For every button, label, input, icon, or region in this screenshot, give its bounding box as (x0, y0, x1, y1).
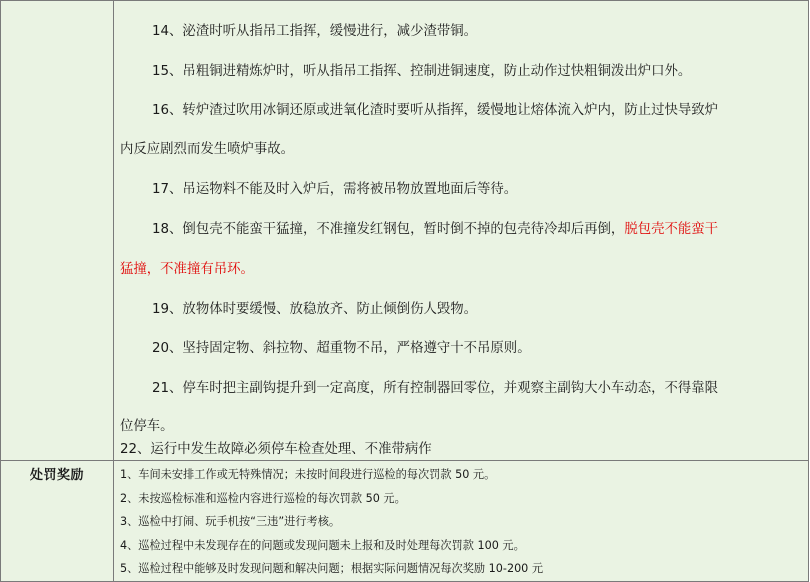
rewards-label-cell (1, 461, 114, 582)
rule-item-16-line1: 16、转炉渣过吹用冰铜还原或进氧化渣时要听从指挥，缓慢地让熔体流入炉内，防止过快导致炉 (152, 103, 719, 118)
rule-item-19: 19、放物体时要缓慢、放稳放齐、防止倾倒伤人毁物。 (152, 302, 478, 317)
rule-item-18-highlight: 脱包壳不能蛮干 (624, 222, 719, 237)
reward-item: 4、巡检过程中未发现存在的问题或发现问题未上报和及时处理每次罚款 100 元。 (120, 538, 525, 552)
rewards-content-cell (114, 461, 809, 582)
reward-item: 1、车间未安排工作或无特殊情况；未按时间段进行巡检的每次罚款 50 元。 (120, 468, 496, 481)
rule-item-16-line2: 内反应剧烈而发生喷炉事故。 (120, 142, 295, 157)
reward-item: 5、巡检过程中能够及时发现问题和解决问题；根据实际问题情况每次奖励 10-200 元 (120, 562, 544, 576)
section-label-rewards: 处罚奖励 (29, 468, 84, 483)
rule-item-17: 17、吊运物料不能及时入炉后，需将被吊物放置地面后等待。 (152, 182, 518, 197)
rules-list (114, 1, 808, 460)
rule-item-18-text: 18、倒包壳不能蛮干猛撞，不准撞发红钢包，暂时倒不掉的包壳待冷却后再倒， (152, 222, 625, 237)
rule-item-20: 20、坚持固定物、斜拉物、超重物不吊，严格遵守十不吊原则。 (152, 341, 531, 356)
rules-label-cell (1, 1, 114, 461)
rule-item-14: 14、泌渣时听从指吊工指挥，缓慢进行，减少渣带铜。 (152, 24, 478, 39)
rule-item-21-line1: 21、停车时把主副钩提升到一定高度，所有控制器回零位，并观察主副钩大小车动态，不得靠限 (152, 381, 719, 396)
rule-item-22: 22、运行中发生故障必须停车检查处理、不准带病作 (120, 442, 432, 457)
rule-item-15: 15、吊粗铜进精炼炉时，听从指吊工指挥、控制进铜速度，防止动作过快粗铜泼出炉口外。 (152, 64, 692, 79)
rewards-row (1, 461, 809, 582)
reward-item: 3、巡检中打闹、玩手机按“三违”进行考核。 (120, 515, 341, 529)
rules-row (1, 1, 809, 461)
rules-content-cell (114, 1, 809, 461)
rule-item-18-line1 (114, 210, 802, 250)
rule-item-21-line2: 位停车。 (120, 419, 174, 434)
rule-item-18-line2-highlight: 猛撞，不准撞有吊环。 (120, 262, 254, 277)
rewards-list (114, 461, 808, 581)
reward-item: 2、未按巡检标准和巡检内容进行巡检的每次罚款 50 元。 (120, 491, 406, 505)
